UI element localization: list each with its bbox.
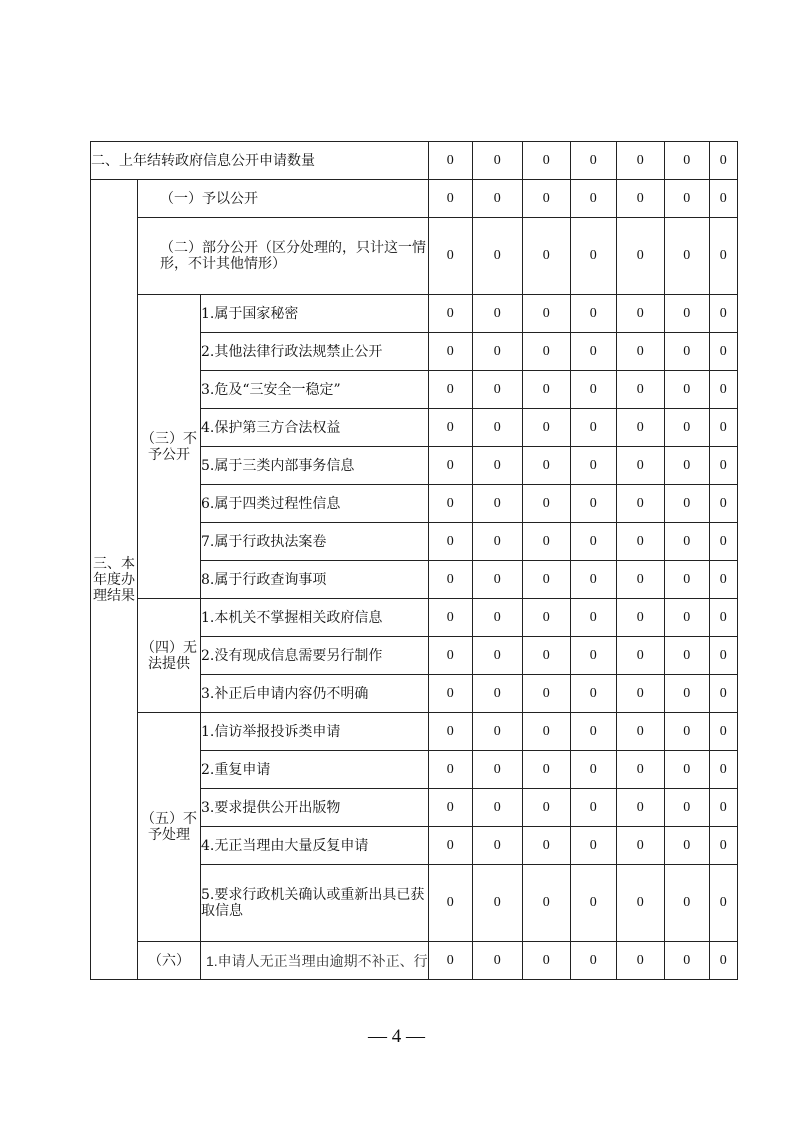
cell-value: 0 [616,333,664,371]
cell-value: 0 [472,789,522,827]
table-row [91,295,738,333]
cell-value: 0 [472,827,522,865]
cell-value: 0 [522,827,570,865]
cell-value: 0 [472,942,522,980]
cell-value: 0 [570,751,616,789]
cell-value: 0 [664,333,709,371]
cell-value: 0 [570,180,616,218]
group-label-six: （六） [138,942,201,980]
cell-value: 0 [664,485,709,523]
cell-value: 0 [616,675,664,713]
row-label: 4.保护第三方合法权益 [201,409,429,447]
cell-value: 0 [428,333,472,371]
cell-value: 0 [664,827,709,865]
cell-value: 0 [570,789,616,827]
row-label: 3.要求提供公开出版物 [201,789,429,827]
cell-value: 0 [472,599,522,637]
cell-value: 0 [570,409,616,447]
cell-value: 0 [428,142,472,180]
cell-value: 0 [709,218,737,295]
group-label-not-processed: （五）不予处理 [138,713,201,942]
cell-value: 0 [428,218,472,295]
cell-value: 0 [709,180,737,218]
cell-value: 0 [428,789,472,827]
cell-value: 0 [570,827,616,865]
cell-value: 0 [472,865,522,942]
cell-value: 0 [522,523,570,561]
row-label: 5.属于三类内部事务信息 [201,447,429,485]
cell-value: 0 [616,218,664,295]
cell-value: 0 [570,295,616,333]
cell-value: 0 [709,561,737,599]
cell-value: 0 [472,409,522,447]
cell-value: 0 [428,295,472,333]
cell-value: 0 [428,180,472,218]
row-label: 1.本机关不掌握相关政府信息 [201,599,429,637]
cell-value: 0 [570,637,616,675]
cell-value: 0 [709,713,737,751]
cell-value: 0 [709,523,737,561]
cell-value: 0 [709,827,737,865]
row-label: 二、上年结转政府信息公开申请数量 [91,142,429,180]
cell-value: 0 [664,523,709,561]
cell-value: 0 [428,827,472,865]
cell-value: 0 [709,333,737,371]
cell-value: 0 [522,409,570,447]
cell-value: 0 [472,675,522,713]
table-row [91,942,738,980]
cell-value: 0 [616,142,664,180]
cell-value: 0 [570,599,616,637]
cell-value: 0 [709,485,737,523]
cell-value: 0 [664,789,709,827]
cell-value: 0 [522,599,570,637]
cell-value: 0 [664,713,709,751]
cell-value: 0 [472,523,522,561]
cell-value: 0 [522,789,570,827]
cell-value: 0 [709,142,737,180]
cell-value: 0 [472,637,522,675]
cell-value: 0 [709,675,737,713]
cell-value: 0 [616,827,664,865]
cell-value: 0 [616,865,664,942]
row-label: 8.属于行政查询事项 [201,561,429,599]
cell-value: 0 [616,523,664,561]
disclosure-statistics-table [90,141,738,980]
cell-value: 0 [522,371,570,409]
cell-value: 0 [522,637,570,675]
cell-value: 0 [472,561,522,599]
cell-value: 0 [428,675,472,713]
cell-value: 0 [472,751,522,789]
row-label: 3.补正后申请内容仍不明确 [201,675,429,713]
cell-value: 0 [570,447,616,485]
cell-value: 0 [709,599,737,637]
cell-value: 0 [616,447,664,485]
row-label: 2.其他法律行政法规禁止公开 [201,333,429,371]
cell-value: 0 [522,561,570,599]
cell-value: 0 [472,333,522,371]
cell-value: 0 [709,447,737,485]
cell-value: 0 [664,295,709,333]
row-label: 4.无正当理由大量反复申请 [201,827,429,865]
row-label: 2.没有现成信息需要另行制作 [201,637,429,675]
cell-value: 0 [570,561,616,599]
cell-value: 0 [709,371,737,409]
cell-value: 0 [664,142,709,180]
cell-value: 0 [522,333,570,371]
row-label: 3.危及“三安全一稳定” [201,371,429,409]
row-label: 6.属于四类过程性信息 [201,485,429,523]
cell-value: 0 [428,865,472,942]
row-label: （一）予以公开 [138,180,429,218]
cell-value: 0 [570,675,616,713]
cell-value: 0 [570,942,616,980]
table-row [91,180,738,218]
row-label: 5.要求行政机关确认或重新出具已获取信息 [201,865,429,942]
cell-value: 0 [570,713,616,751]
cell-value: 0 [522,751,570,789]
cell-value: 0 [428,713,472,751]
cell-value: 0 [428,485,472,523]
cell-value: 0 [570,371,616,409]
table-row [91,599,738,637]
group-label-not-disclosed: （三）不予公开 [138,295,201,599]
cell-value: 0 [522,447,570,485]
cell-value: 0 [522,485,570,523]
cell-value: 0 [522,713,570,751]
cell-value: 0 [428,409,472,447]
cell-value: 0 [570,523,616,561]
cell-value: 0 [616,485,664,523]
cell-value: 0 [472,447,522,485]
cell-value: 0 [664,675,709,713]
cell-value: 0 [709,409,737,447]
page-number: — 4 — [368,1026,425,1047]
cell-value: 0 [709,751,737,789]
cell-value: 0 [616,371,664,409]
cell-value: 0 [570,333,616,371]
cell-value: 0 [428,942,472,980]
cell-value: 0 [664,942,709,980]
cell-value: 0 [616,180,664,218]
cell-value: 0 [472,485,522,523]
cell-value: 0 [522,142,570,180]
table-row [91,218,738,295]
cell-value: 0 [472,713,522,751]
cell-value: 0 [472,142,522,180]
cell-value: 0 [709,637,737,675]
cell-value: 0 [616,561,664,599]
cell-value: 0 [428,371,472,409]
cell-value: 0 [709,942,737,980]
cell-value: 0 [472,180,522,218]
cell-value: 0 [616,751,664,789]
cell-value: 0 [570,142,616,180]
cell-value: 0 [616,637,664,675]
cell-value: 0 [616,713,664,751]
cell-value: 0 [664,561,709,599]
cell-value: 0 [709,295,737,333]
cell-value: 0 [522,675,570,713]
cell-value: 0 [616,599,664,637]
cell-value: 0 [616,942,664,980]
row-label: 1.信访举报投诉类申请 [201,713,429,751]
cell-value: 0 [522,180,570,218]
cell-value: 0 [616,295,664,333]
cell-value: 0 [428,561,472,599]
cell-value: 0 [472,218,522,295]
section-three-label: 三、本年度办理结果 [91,180,138,980]
row-label: （二）部分公开（区分处理的，只计这一情形，不计其他情形） [138,218,429,295]
row-label: 2.重复申请 [201,751,429,789]
cell-value: 0 [522,295,570,333]
cell-value: 0 [664,180,709,218]
cell-value: 0 [664,865,709,942]
cell-value: 0 [570,485,616,523]
cell-value: 0 [428,447,472,485]
cell-value: 0 [664,599,709,637]
cell-value: 0 [428,751,472,789]
table-row-carryover [91,142,738,180]
cell-value: 0 [664,447,709,485]
cell-value: 0 [616,789,664,827]
cell-value: 0 [664,751,709,789]
cell-value: 0 [616,409,664,447]
group-label-cannot-provide: （四）无法提供 [138,599,201,713]
cell-value: 0 [428,637,472,675]
cell-value: 0 [570,218,616,295]
cell-value: 0 [428,523,472,561]
cell-value: 0 [522,942,570,980]
cell-value: 0 [522,218,570,295]
cell-value: 0 [522,865,570,942]
row-label: 1.申请人无正当理由逾期不补正、行 [201,942,429,980]
row-label: 7.属于行政执法案卷 [201,523,429,561]
cell-value: 0 [664,637,709,675]
cell-value: 0 [664,218,709,295]
table-row [91,713,738,751]
cell-value: 0 [664,409,709,447]
cell-value: 0 [428,599,472,637]
cell-value: 0 [709,789,737,827]
cell-value: 0 [472,295,522,333]
cell-value: 0 [709,865,737,942]
row-label: 1.属于国家秘密 [201,295,429,333]
cell-value: 0 [570,865,616,942]
cell-value: 0 [472,371,522,409]
cell-value: 0 [664,371,709,409]
